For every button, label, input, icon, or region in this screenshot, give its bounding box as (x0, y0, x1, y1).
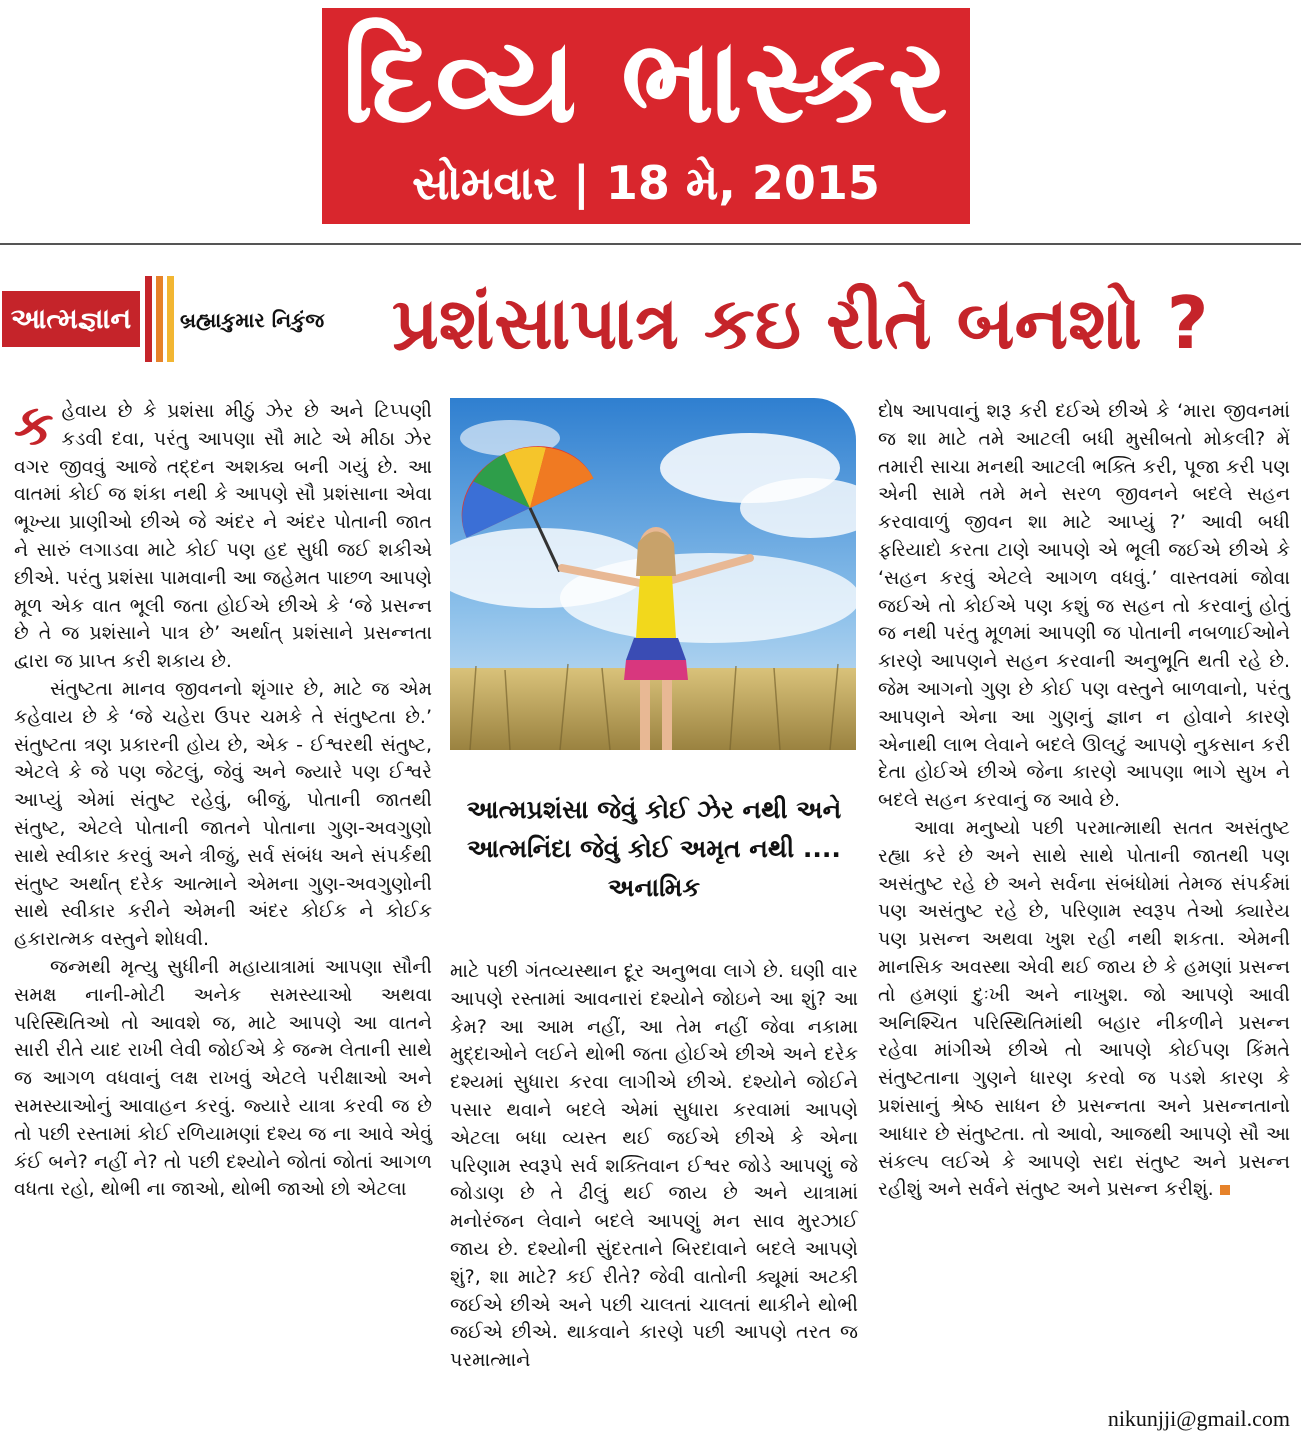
article-paragraph: માટે પછી ગંતવ્યસ્થાન દૂર અનુભવા લાગે છે. ઘણી વાર આપણે રસ્તામાં આવનારાં દશ્યોને જોઇને આ શું? આ કેમ? આ આમ નહીં, આ તેમ નહીં જેવા નકામા મુદ્દાઓને લઈને થોભી જતા હોઈએ છીએ અને દરેક દશ્યમાં સુધારા કરવા લાગીએ છીએ. દશ્યોને જોઈને પસાર થવાને બદલે એમાં સુધારા કરવામાં આપણે એટલા બધા વ્યસ્ત થઈ જઈએ છીએ કે એના પરિણામ સ્વરૂપે સર્વ શક્તિવાન ઈશ્વર જોડે આપણું જે જોડાણ છે તે ઢીલું થઈ જાય છે અને યાત્રામાં મનોરંજન લેવાને બદલે આપણું મન સાવ મુરઝાઈ જાય છે. દશ્યોની સુંદરતાને બિરદાવાને બદલે આપણે શું?, શા માટે? કઈ રીતે? જેવી વાતોની ક્યૂમાં અટકી જઈએ છીએ અને પછી ચાલતાં ચાલતાં થાકીને થોભી જઈએ છીએ. થાકવાને કારણે પછી આપણે તરત જ પરમાત્માને (450, 960, 858, 1372)
square-end-icon (1220, 1185, 1230, 1195)
article-column-middle (450, 958, 858, 1436)
woman-with-umbrella-illustration (450, 398, 856, 750)
pull-quote: આત્મપ્રશંસા જેવું કોઈ ઝેર નથી અને આત્મનિંદા જેવું કોઈ અમૃત નથી .... અનામિક (466, 795, 842, 902)
article-paragraph: હેવાય છે કે પ્રશંસા મીઠું ઝેર છે અને ટિપ્પણી કડવી દવા, પરંતુ આપણા સૌ માટે એ મીઠા ઝેર વગર જીવવું આજે તદ્દન અશક્ય બની ગયું છે. આ વાતમાં કોઈ જ શંકા નથી કે આપણે સૌ પ્રશંસાના એવા ભૂખ્યા પ્રાણીઓ છીએ જે અંદર ને અંદર પોતાની જાત ને સારું લગાડવા માટે કોઈ પણ હદ સુધી જઈ શકીએ છીએ. પરંતુ પ્રશંસા પામવાની આ જહેમત પાછળ આપણે મૂળ એક વાત ભૂલી જતા હોઈએ છીએ કે ‘જે પ્રસન્ન છે તે જ પ્રશંસાને પાત્ર છે’ અર્થાત્ પ્રશંસાને પ્રસન્નતા દ્વારા જ પ્રાપ્ત કરી શકાય છે. (14, 400, 432, 673)
article-paragraph: દોષ આપવાનું શરૂ કરી દઈએ છીએ કે ‘મારા જીવનમાં જ શા માટે તમે આટલી બધી મુસીબતો મોકલી? મેં તમારી સાચા મનથી આટલી ભક્તિ કરી, પૂજા કરી પણ એની સામે તમે મને સરળ જીવનને બદલે સહન કરવાવાળું જીવન શા માટે આપ્યું ?’ આવી બધી ફરિયાદો કરતા ટાણે આપણે એ ભૂલી જઈએ છીએ કે ‘સહન કરવું એટલે આગળ વધવું.’ વાસ્તવમાં જોવા જઈએ તો કોઈએ પણ કશું જ સહન તો કરવાનું હોતું જ નથી પરંતુ મૂળમાં આપણી જ પોતાની નબળાઈઓને કારણે આપણને સહન કરવાની અનુભૂતિ થતી રહે છે. જેમ આગનો ગુણ છે કોઈ પણ વસ્તુને બાળવાનો, પરંતુ આપણને એના આ ગુણનું જ્ઞાન ન હોવાને કારણે એનાથી લાભ લેવાને બદલે ઊલટું આપણે નુકસાન કરી દેતા હોઈએ છીએ જેના કારણે આપણા ભાગે સુખ ને બદલે સહન કરવાનું જ આવે છે. (878, 400, 1290, 812)
drop-cap: ક (14, 393, 54, 458)
article-paragraph: જન્મથી મૃત્યુ સુધીની મહાયાત્રામાં આપણા સૌની સમક્ષ નાની-મોટી અનેક સમસ્યાઓ અથવા પરિસ્થિતિઓ તો આવશે જ, માટે આપણે આ વાતને સારી રીતે યાદ રાખી લેવી જોઈએ કે જન્મ લેતાની સાથે જ આગળ વધવાનું લક્ષ રાખવું એટલે પરીક્ષાઓ અને સમસ્યાઓનું આવાહન કરવું. જ્યારે યાત્રા કરવી જ છે તો પછી રસ્તામાં કોઈ રળિયામણાં દશ્ય જ ના આવે એવું કંઈ બને? નહીં ને? તો પછી દશ્યોને જોતાં જોતાં આગળ વધતા રહો, થોભી ના જાઓ, થોભી જાઓ છો એટલા (14, 955, 432, 1201)
author-email: nikunjji@gmail.com (1107, 1406, 1290, 1431)
article-photo (450, 398, 856, 750)
issue-date: સોમવાર | 18 મે, 2015 (412, 156, 880, 210)
author-byline: બ્રહ્માકુમાર નિકુંજ (180, 308, 325, 332)
newspaper-title: દિવ્ય ભાસ્કર (342, 14, 950, 149)
header-divider (0, 243, 1301, 245)
section-label: આત્મજ્ઞાન (2, 291, 140, 347)
article-column-left (14, 393, 432, 1434)
article-paragraph: આવા મનુષ્યો પછી પરમાત્માથી સતત અસંતુષ્ટ રહ્યા કરે છે અને સાથે સાથે પોતાની જાતથી પણ અસંતુષ્ટ રહે છે અને સર્વના સંબંધોમાં તેમજ સંપર્કમાં પણ અસંતુષ્ટ રહે છે, પરિણામ સ્વરૂપ તેઓ ક્યારેય પણ પ્રસન્ન અથવા ખુશ રહી નથી શકતા. એમની માનસિક અવસ્થા એવી થઈ જાય છે કે હમણાં પ્રસન્ન તો હમણાં દુઃખી અને નાખુશ. જો આપણે આવી અનિશ્ચિત પરિસ્થિતિમાંથી બહાર નીકળીને પ્રસન્ન રહેવા માંગીએ છીએ તો આપણે કોઈપણ કિંમતે સંતુષ્ટતાના ગુણને ધારણ કરવો જ પડશે કારણ કે પ્રશંસાનું શ્રેષ્ઠ સાધન છે પ્રસન્નતા અને પ્રસન્નતાનો આધાર છે સંતુષ્ટતા. તો આવો, આજથી આપણે સૌ આ સંકલ્પ લઈએ કે આપણે સદા સંતુષ્ટ અને પ્રસન્ન રહીશું અને સર્વને સંતુષ્ટ અને પ્રસન્ન કરીશું. (878, 816, 1290, 1201)
masthead (322, 8, 970, 224)
article-column-right (878, 398, 1290, 1390)
tricolor-stripes-icon (143, 276, 179, 362)
article-headline: પ્રશંસાપાત્ર કઇ રીતે બનશો ? (392, 281, 1209, 365)
article-paragraph: સંતુષ્ટતા માનવ જીવનનો શૃંગાર છે, માટે જ એમ કહેવાય છે કે ‘જે ચહેરા ઉપર ચમકે તે સંતુષ્ટતા છે.’ સંતુષ્ટતા ત્રણ પ્રકારની હોય છે, એક - ઈશ્વરથી સંતુષ્ટ, એટલે કે જે પણ જેટલું, જેવું અને જ્યારે પણ ઈશ્વરે આપ્યું એમાં સંતુષ્ટ રહેવું, બીજું, પોતાની જાતથી સંતુષ્ટ, એટલે પોતાની જાતને પોતાના ગુણ-અવગુણો સાથે સ્વીકાર કરવું અને ત્રીજું, સર્વ સંબંધ અને સંપર્કથી સંતુષ્ટ અર્થાત્ દરેક આત્માને એમના ગુણ-અવગુણોની સાથે સ્વીકાર કરીને એમની અંદર કોઈક ને કોઈક હકારાત્મક વસ્તુને શોધવી. (14, 677, 432, 951)
